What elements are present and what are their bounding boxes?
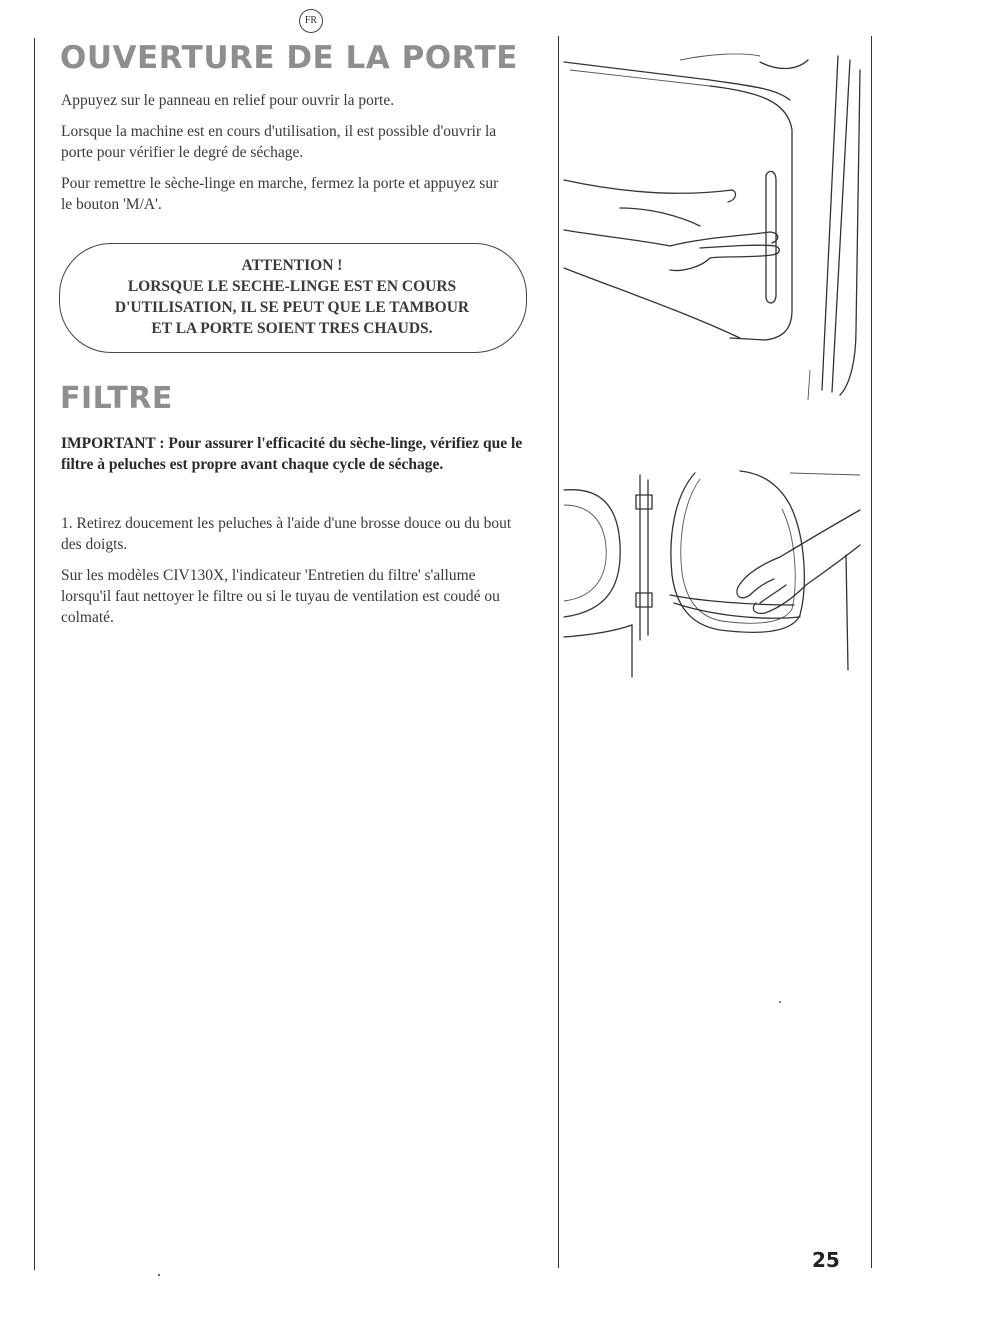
filter-paragraph-2: Sur les modèles CIV130X, l'indicateur 'Entretien du filtre' s'allume lorsqu'il faut nettoyer le filtre ou si le tuyau de ventilation est coudé ou colmaté. [61, 567, 500, 626]
warning-line-2: D'UTILISATION, IL SE PEUT QUE LE TAMBOUR [114, 299, 470, 316]
language-badge: FR [299, 9, 323, 33]
door-paragraph-3: Pour remettre le sèche-linge en marche, fermez la porte et appuyez sur le bouton 'M/A'. [61, 175, 499, 213]
filter-paragraph-1: 1. Retirez doucement les peluches à l'aide d'une brosse douce ou du bout des doigts. [61, 515, 512, 553]
page-number: 25 [812, 1248, 840, 1272]
warning-line-3: ET LA PORTE SOIENT TRES CHAUDS. [151, 320, 433, 337]
door-press-illustration [560, 40, 870, 410]
warning-line-1: LORSQUE LE SECHE-LINGE EST EN COURS [127, 278, 457, 295]
speck-mark [779, 1001, 781, 1003]
filter-important-note: IMPORTANT : Pour assurer l'efficacité du sèche-linge, vérifiez que le filtre à peluches est propre avant chaque cycle de séchage. [61, 435, 523, 473]
door-paragraph-1: Appuyez sur le panneau en relief pour ouvrir la porte. [61, 92, 395, 109]
door-opening-text [61, 90, 531, 215]
left-margin-rule [34, 38, 35, 1270]
speck-mark [158, 1274, 160, 1276]
door-paragraph-2: Lorsque la machine est en cours d'utilisation, il est possible d'ouvrir la porte pour vérifier le degré de séchage. [61, 123, 497, 161]
filter-heading: FILTRE [60, 381, 173, 416]
door-opening-heading: OUVERTURE DE LA PORTE [60, 40, 518, 76]
filter-text [61, 513, 531, 628]
right-margin-rule [871, 36, 872, 1268]
lint-filter-illustration [560, 465, 870, 685]
warning-title: ATTENTION ! [241, 257, 343, 274]
